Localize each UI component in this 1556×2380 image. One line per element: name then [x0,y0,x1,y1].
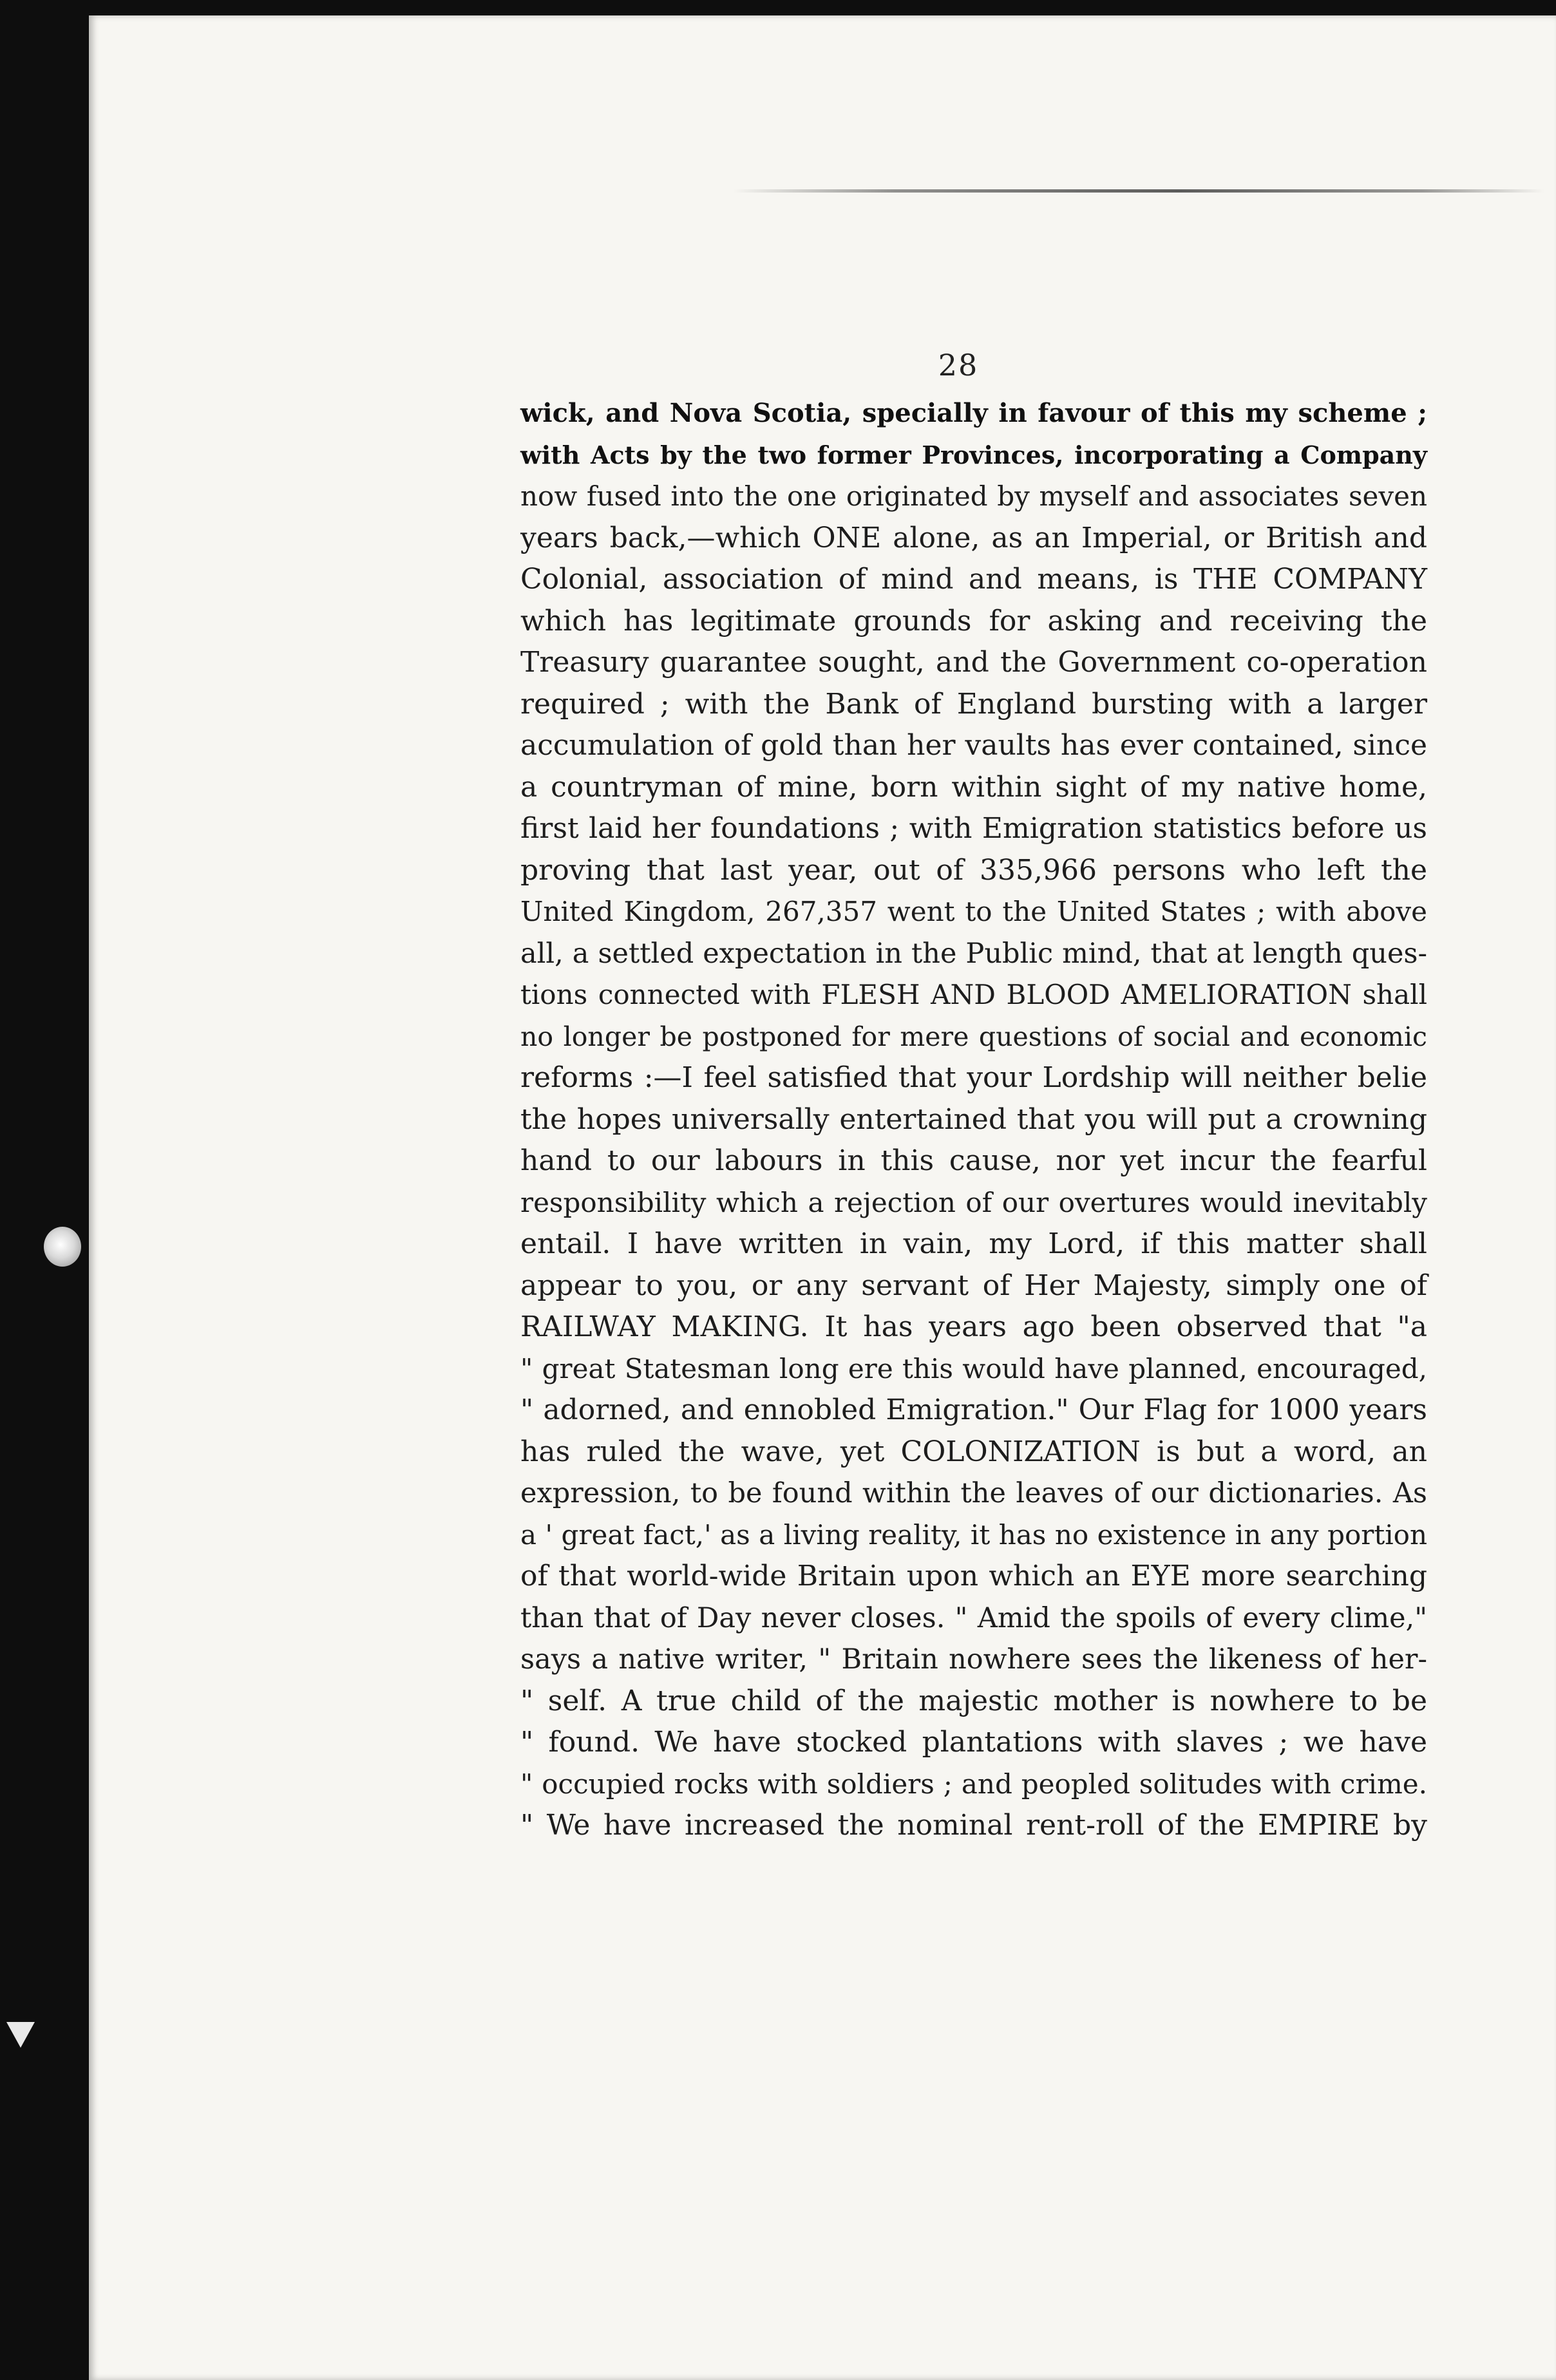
page-number: 28 [938,348,979,382]
text-line: with Acts by the two former Provinces, incorporating a Company [520,440,1427,469]
book-page [89,15,1556,2380]
text-line: first laid her foundations ; with Emigration statistics before us [520,812,1427,845]
text-line: tions connected with FLESH AND BLOOD AMELIORATION shall [520,979,1427,1010]
text-line: accumulation of gold than her vaults has ever contained, since [520,729,1427,762]
text-line: proving that last year, out of 335,966 persons who left the [520,853,1427,887]
text-line: the hopes universally entertained that you will put a crowning [520,1102,1427,1136]
text-line: responsibility which a rejection of our overtures would inevitably [520,1186,1427,1218]
text-line: years back,—which ONE alone, as an Imperial, or British and [520,521,1427,554]
text-line: reforms :—I feel satisfied that your Lordship will neither belie [520,1061,1427,1094]
text-line: a countryman of mine, born within sight of my native home, [520,770,1427,804]
text-line: than that of Day never closes. " Amid the spoils of every clime," [520,1601,1427,1634]
text-line: expression, to be found within the leaves of our dictionaries. As [520,1477,1427,1509]
text-line: wick, and Nova Scotia, specially in favour of this my scheme ; [520,398,1427,428]
text-line: required ; with the Bank of England bursting with a larger [520,687,1427,721]
text-line: " self. A true child of the majestic mother is nowhere to be [520,1684,1427,1717]
text-line: " found. We have stocked plantations with slaves ; we have [520,1726,1427,1759]
text-line: Colonial, association of mind and means, is THE COMPANY [520,563,1427,596]
text-line: all, a settled expectation in the Public mind, that at length ques- [520,937,1427,970]
text-line: hand to our labours in this cause, nor yet incur the fearful [520,1144,1427,1177]
text-line: " occupied rocks with soldiers ; and peopled solitudes with crime. [520,1768,1427,1800]
text-line: of that world-wide Britain upon which an EYE more searching [520,1560,1427,1592]
text-line: " great Statesman long ere this would have planned, encouraged, [520,1352,1427,1384]
text-line: now fused into the one originated by myself and associates seven [520,480,1427,512]
text-line: which has legitimate grounds for asking and receiving the [520,604,1427,638]
text-line: " We have increased the nominal rent-roll of the EMPIRE by [520,1809,1427,1842]
text-line: no longer be postponed for mere questions of social and economic [520,1021,1427,1052]
text-line: has ruled the wave, yet COLONIZATION is but a word, an [520,1435,1427,1468]
margin-blot [44,1227,81,1267]
text-line: Treasury guarantee sought, and the Government co-operation [520,646,1427,679]
body-text [520,393,1427,1847]
text-line: United Kingdom, 267,357 went to the United States ; with above [520,896,1427,927]
text-line: entail. I have written in vain, my Lord, if this matter shall [520,1227,1427,1260]
margin-tab-mark [6,2022,35,2048]
text-line: says a native writer, " Britain nowhere sees the likeness of her- [520,1643,1427,1676]
text-line: " adorned, and ennobled Emigration." Our Flag for 1000 years [520,1393,1427,1426]
text-line: RAILWAY MAKING. It has years ago been observed that "a [520,1310,1427,1343]
text-line: appear to you, or any servant of Her Majesty, simply one of [520,1269,1427,1302]
text-line: a ' great fact,' as a living reality, it has no existence in any portion [520,1518,1427,1551]
top-ink-smudge [733,189,1544,193]
